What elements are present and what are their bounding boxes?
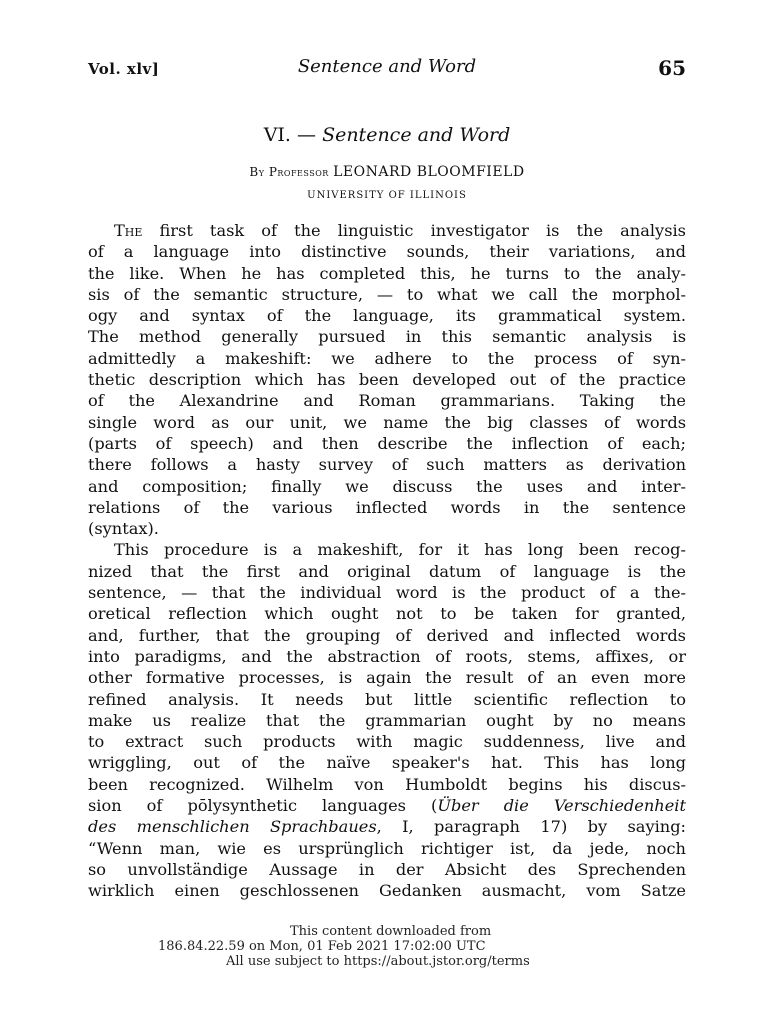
download-notice-line: 186.84.22.59 on Mon, 01 Feb 2021 17:02:00 UTC xyxy=(158,939,486,954)
byline-prefix: By Professor xyxy=(249,165,329,179)
first-word: The xyxy=(114,221,143,240)
text-line: and composition; finally we discuss the uses and inter- xyxy=(88,476,686,496)
text-line: of the Alexandrine and Roman grammarians. Taking the xyxy=(88,391,686,411)
page-number: 65 xyxy=(658,56,686,80)
article-title-text: Sentence and Word xyxy=(322,124,511,146)
text-line: The first task of the linguistic investigator is the analysis xyxy=(114,221,686,240)
book-title-part1: Über die Verschiedenheit xyxy=(437,796,686,816)
text-line: of a language into distinctive sounds, their variations, and xyxy=(88,242,686,262)
volume-label: Vol. xlv] xyxy=(88,60,160,78)
text-line: been recognized. Wilhelm von Humboldt begins his discus- xyxy=(88,774,686,794)
text-line: sion of pōlysynthetic languages (Über die Verschiedenheit xyxy=(88,796,686,816)
author-name: LEONARD BLOOMFIELD xyxy=(333,164,525,180)
text-line: into paradigms, and the abstraction of roots, stems, affixes, or xyxy=(88,646,686,666)
text-line: sentence, — that the individual word is the product of a the- xyxy=(88,583,686,603)
text-line: refined analysis. It needs but little scientific reflection to xyxy=(88,689,686,709)
text-line: there follows a hasty survey of such matters as derivation xyxy=(88,455,686,475)
text-line: (parts of speech) and then describe the inflection of each; xyxy=(88,433,686,453)
text-line: nized that the first and original datum of language is the xyxy=(88,561,686,581)
download-notice-line: This content downloaded from xyxy=(290,924,492,939)
text-line: “Wenn man, wie es ursprünglich richtiger ist, da jede, noch xyxy=(88,838,686,858)
text-line: relations of the various inflected words in the sentence xyxy=(88,497,686,517)
text-line: des menschlichen Sprachbaues, I, paragraph 17) by saying: xyxy=(88,817,687,837)
book-title-part2: des menschlichen Sprachbaues xyxy=(88,817,377,837)
text-line: ogy and syntax of the language, its grammatical system. xyxy=(88,306,686,326)
article-number: VI. — xyxy=(263,124,317,146)
text-line: This procedure is a makeshift, for it has long been recog- xyxy=(114,540,686,560)
text-line: and, further, that the grouping of derived and inflected words xyxy=(88,625,686,645)
text-line: other formative processes, is again the result of an even more xyxy=(88,668,686,688)
text-line: to extract such products with magic suddenness, live and xyxy=(88,732,686,752)
text-line: admittedly a makeshift: we adhere to the process of syn- xyxy=(88,348,686,368)
byline xyxy=(88,164,686,180)
running-head xyxy=(88,56,686,84)
text-line: wirklich einen geschlossenen Gedanken ausmacht, vom Satze xyxy=(88,881,686,901)
text-line: thetic description which has been developed out of the practice xyxy=(88,370,686,390)
running-title: Sentence and Word xyxy=(297,56,477,77)
text-line: single word as our unit, we name the big classes of words xyxy=(88,412,686,432)
text-line: sis of the semantic structure, — to what we call the morphol- xyxy=(88,284,686,304)
text-line: wriggling, out of the naïve speaker's hat. This has long xyxy=(88,753,686,773)
text-line: (syntax). xyxy=(88,519,159,539)
terms-link[interactable]: All use subject to https://about.jstor.org/terms xyxy=(226,954,530,969)
article-title xyxy=(88,124,686,146)
affiliation: UNIVERSITY OF ILLINOIS xyxy=(307,190,467,201)
text-line: the like. When he has completed this, he turns to the analy- xyxy=(88,263,686,283)
text-line: oretical reflection which ought not to be taken for granted, xyxy=(88,604,686,624)
text-line: so unvollständige Aussage in der Absicht des Sprechenden xyxy=(88,859,686,879)
text-line: The method generally pursued in this semantic analysis is xyxy=(88,327,686,347)
article-body xyxy=(88,220,686,902)
text-line: make us realize that the grammarian ought by no means xyxy=(88,710,686,730)
